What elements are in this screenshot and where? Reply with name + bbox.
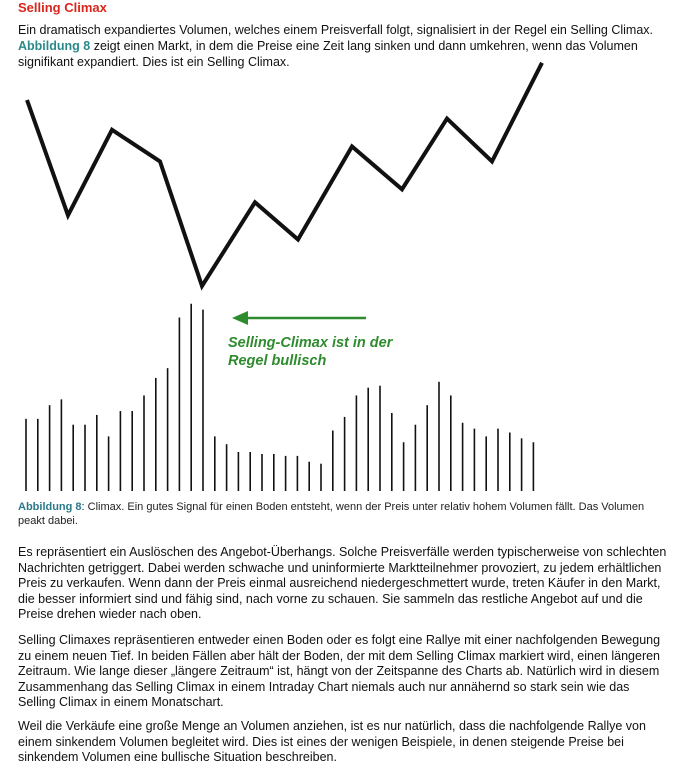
body-paragraph-2: Selling Climaxes repräsentieren entweder einen Boden oder es folgt eine Rallye mit einer nachfolgenden Bewegung zu einem neuen Tief. In beiden Fällen aber hält der Boden, der mit dem Selling Climax markiert wird, einen längeren Zeitraum. Wie lange dieser „längere Zeitraum“ ist, hängt von der Zeitspanne des Charts ab. Natürlich wird in diesem Zusammenhang das Selling Climax in einem Intraday Chart niemals auch nur annähernd so stark sein wie das Selling Climax in einem Monatschart. bbox=[18, 633, 661, 709]
page-title: Selling Climax bbox=[18, 0, 107, 15]
caption-text: : Climax. Ein gutes Signal für einen Boden entsteht, wenn der Preis unter relativ hohem Volumen fällt. Das Volumen peakt dabei. bbox=[18, 501, 645, 527]
figure-reference-link[interactable]: Abbildung 8 bbox=[18, 39, 91, 53]
figure-caption bbox=[18, 500, 668, 528]
price-line bbox=[27, 63, 542, 286]
body-paragraph-3: Weil die Verkäufe eine große Menge an Volumen anziehen, ist es nur natürlich, dass die nachfolgende Rallye von einem sinkendem Volumen begleitet wird. Dies ist eines der wenigen Beispiele, in denen steigende Preise bei sinkendem Volumen eine bullische Situation beschreiben. bbox=[18, 719, 646, 764]
chart-annotation bbox=[228, 334, 392, 370]
annotation-line-1: Selling-Climax ist in der bbox=[228, 335, 393, 351]
annotation-arrow bbox=[232, 311, 366, 325]
intro-text-start: Ein dramatisch expandiertes Volumen, welches einem Preisverfall folgt, signalisiert in der Regel ein Selling Climax. bbox=[18, 23, 654, 37]
intro-text-end: zeigt einen Markt, in dem die Preise eine Zeit lang sinken und dann umkehren, wenn das Volumen signifikant expandiert. Dies ist ein Selling Climax. bbox=[18, 39, 638, 69]
caption-label: Abbildung 8 bbox=[18, 501, 82, 513]
volume-bars bbox=[26, 304, 533, 491]
body-paragraph-1: Es repräsentiert ein Auslöschen des Angebot-Überhangs. Solche Preisverfälle werden typischerweise von schlechten Nachrichten getriggert. Dabei werden schwache und uninformierte Marktteilnehmer provoziert, zu jedem erhältlichen Preis zu verkaufen. Wenn dann der Preis einmal ausreichend niedergeschmettert wurde, treten Käufer in den Markt, die besser informiert sind und fähig sind, nach vorne zu schauen. Sie sammeln das restliche Angebot auf und die Preise drehen wieder nach oben. bbox=[18, 545, 667, 621]
annotation-line-2: Regel bullisch bbox=[228, 353, 327, 369]
